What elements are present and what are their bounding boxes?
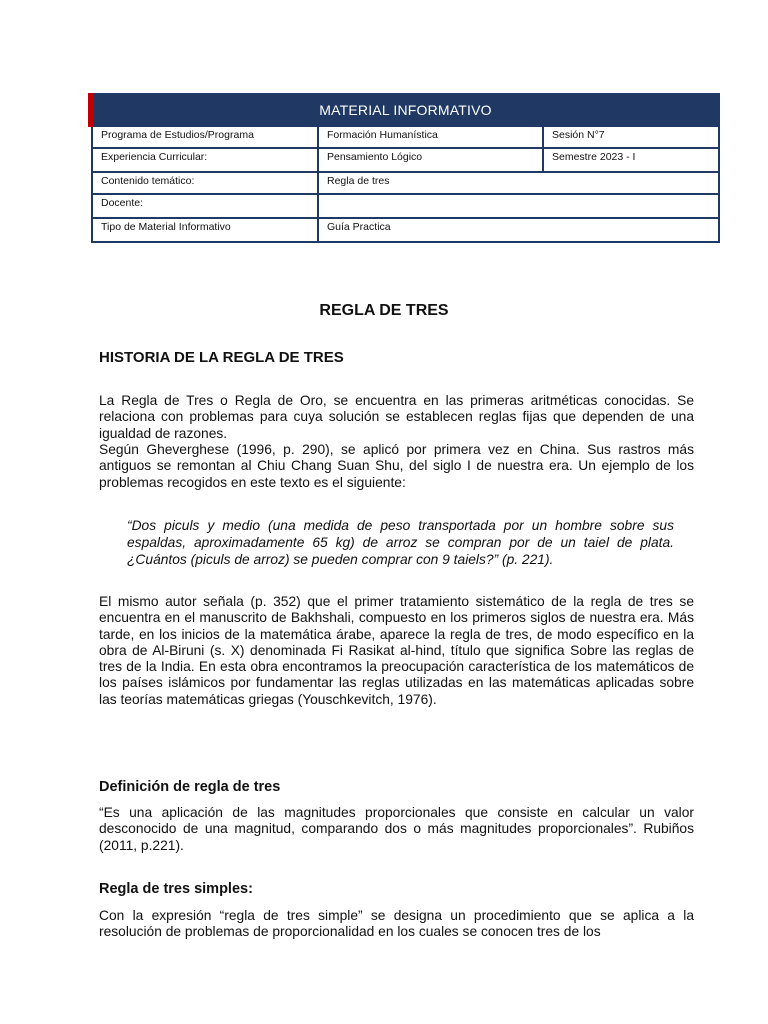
paragraph: Con la expresión “regla de tres simple” se designa un procedimiento que se aplica a la resolución de problemas de proporcionalidad en los cuales se conocen tres de los <box>99 908 694 940</box>
row-label: Contenido temático: <box>93 173 319 193</box>
section-heading-simple-rule: Regla de tres simples: <box>99 881 253 897</box>
row-value: Regla de tres <box>327 175 390 187</box>
info-table-header <box>91 93 720 127</box>
table-row <box>91 149 720 173</box>
row-label: Tipo de Material Informativo <box>93 219 319 241</box>
row-value: Guía Practica <box>327 221 391 233</box>
row-label: Docente: <box>93 195 319 217</box>
row-label: Experiencia Curricular: <box>93 149 319 171</box>
row-value <box>319 195 718 217</box>
row-value: Pensamiento Lógico <box>319 149 544 171</box>
paragraph: Según Gheverghese (1996, p. 290), se aplicó por primera vez en China. Sus rastros más antiguos se remontan al Chiu Chang Suan Shu, del siglo I de nuestra era. Un ejemplo de los problemas recogidos en este texto es el siguiente: <box>99 442 694 490</box>
info-table <box>91 93 720 243</box>
row-label: Programa de Estudios/Programa <box>93 127 319 147</box>
row-value: Formación Humanística <box>319 127 544 147</box>
table-row <box>91 195 720 219</box>
info-table-title: MATERIAL INFORMATIVO <box>319 102 492 118</box>
table-row <box>91 173 720 195</box>
section-heading-definition: Definición de regla de tres <box>99 779 281 795</box>
table-row <box>91 219 720 243</box>
document-title: REGLA DE TRES <box>319 302 449 319</box>
section-heading-history: HISTORIA DE LA REGLA DE TRES <box>99 349 344 366</box>
paragraph: La Regla de Tres o Regla de Oro, se encuentra en las primeras aritméticas conocidas. Se relaciona con problemas para cuya solución se establecen reglas fijas que dependen de una igualdad de razones. <box>99 393 694 441</box>
paragraph: “Es una aplicación de las magnitudes proporcionales que consiste en calcular un valor desconocido de una magnitud, comparando dos o más magnitudes proporcionales”. Rubiños (2011, p.221). <box>99 805 694 853</box>
block-quote: “Dos piculs y medio (una medida de peso transportada por un hombre sobre sus espaldas, aproximadamente 65 kg) de arroz se compran por de un taiel de plata. ¿Cuántos (piculs de arroz) se pueden comprar con 9 taiels?” (p. 221). <box>127 518 674 567</box>
table-row <box>91 127 720 149</box>
row-extra: Sesión N°7 <box>552 129 605 141</box>
red-accent-bar <box>88 93 94 127</box>
paragraph: El mismo autor señala (p. 352) que el primer tratamiento sistemático de la regla de tres se encuentra en el manuscrito de Bakhshali, compuesto en los primeros siglos de nuestra era. Más tarde, en los inicios de la matemática árabe, aparece la regla de tres, de modo específico en la obra de Al-Biruni (s. X) denominada Fi Rasikat al-hind, título que significa Sobre las reglas de tres de la India. En esta obra encontramos la preocupación característica de los matemáticos de los países islámicos por fundamentar las reglas utilizadas en las matemáticas aplicadas sobre las teorías matemáticas griegas (Youschkevitch, 1976). <box>99 594 694 707</box>
row-extra: Semestre 2023 - I <box>552 151 636 163</box>
